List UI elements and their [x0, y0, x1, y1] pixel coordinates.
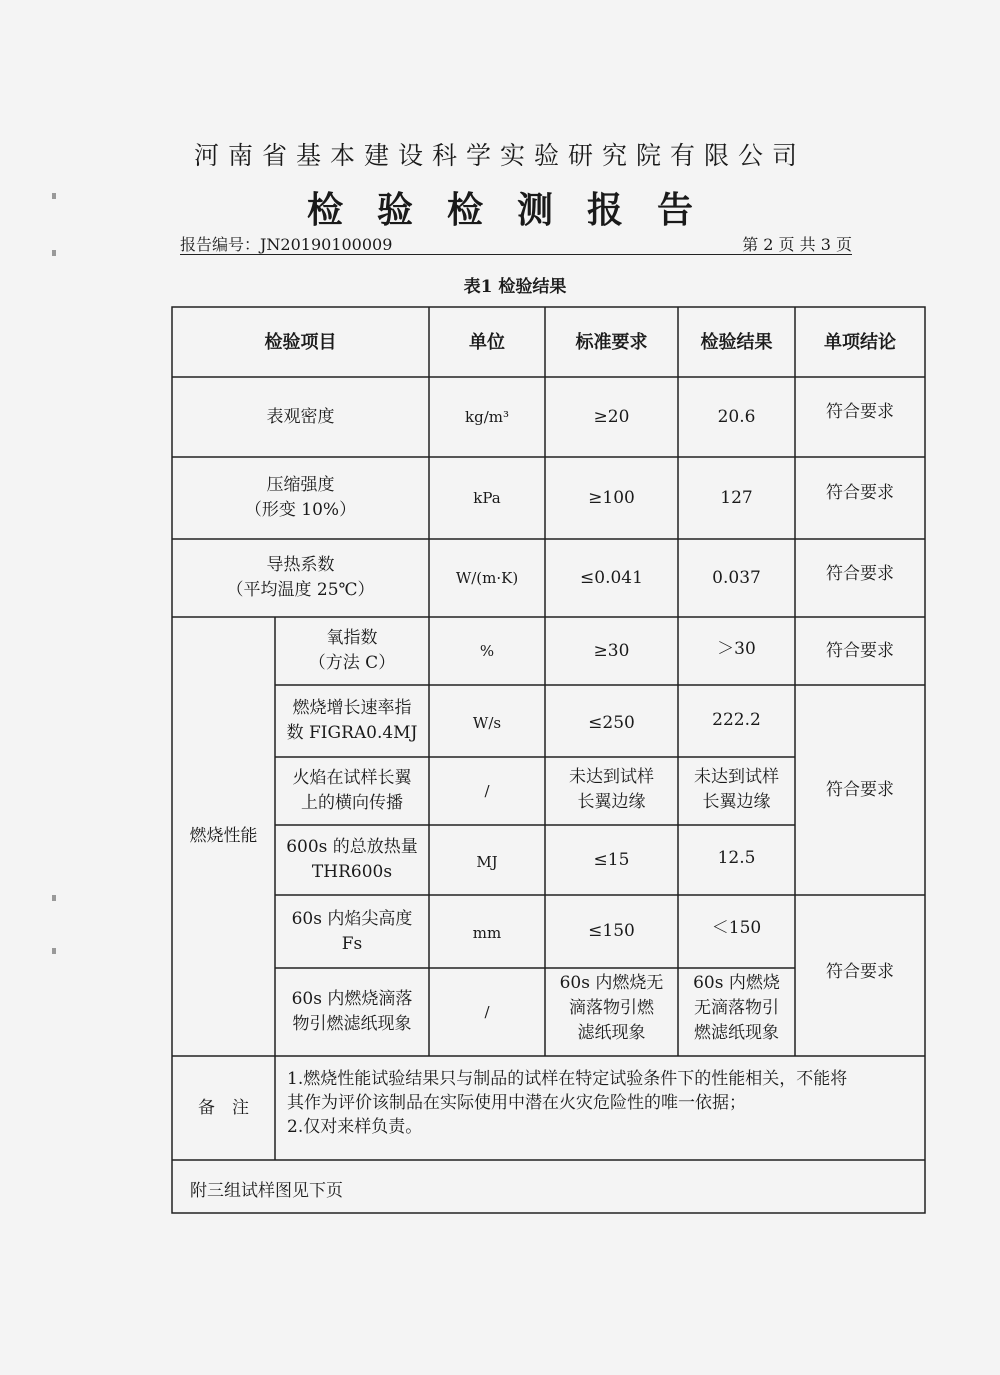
item-line: 数 FIGRA0.4MJ [286, 723, 418, 743]
requirement-line: 未达到试样 [569, 767, 654, 787]
requirement-line: 滤纸现象 [577, 1022, 646, 1043]
item-line: （方法 C） [308, 653, 396, 673]
unit-cell: kg/m³ [465, 407, 509, 426]
remarks-line: 1.燃烧性能试验结果只与制品的试样在特定试验条件下的性能相关，不能将 [287, 1069, 848, 1089]
requirement-cell: ≤150 [588, 921, 635, 941]
item-line: 压缩强度 [266, 475, 335, 495]
scan-speck [52, 895, 56, 901]
attachment-note: 附三组试样图见下页 [190, 1181, 343, 1201]
item-oxygen-index [275, 617, 429, 685]
conclusion-cell: 符合要求 [826, 482, 894, 503]
unit-cell: W/(m·K) [455, 568, 519, 587]
unit-cell: kPa [473, 488, 501, 507]
column-header-unit: 单位 [469, 331, 505, 353]
unit-cell: % [479, 641, 495, 660]
unit-cell: MJ [476, 852, 498, 871]
result-cell: 222.2 [712, 709, 761, 730]
requirement-line: 长翼边缘 [577, 792, 646, 812]
result-cell: 12.5 [717, 847, 756, 868]
unit-cell: W/s [472, 713, 502, 732]
item-line: 上的横向传播 [301, 793, 403, 813]
item-line: （平均温度 25℃） [226, 580, 375, 600]
scan-speck [52, 193, 56, 199]
result-cell: 127 [720, 487, 753, 508]
remarks-line: 2.仅对来样负责。 [287, 1117, 423, 1137]
item-line: 导热系数 [266, 555, 335, 575]
item-line: （形变 10%） [244, 500, 357, 520]
result-cell: ＞30 [717, 638, 756, 659]
requirement-cell: ≥30 [593, 640, 630, 661]
requirement-cell [545, 968, 678, 1048]
result-cell [678, 757, 795, 823]
remarks-text [287, 1067, 927, 1139]
result-cell [678, 968, 795, 1048]
item-compressive-strength [172, 457, 429, 539]
requirement-cell: ≤250 [588, 712, 635, 733]
conclusion-cell: 符合要求 [826, 779, 894, 800]
result-cell: 20.6 [717, 406, 756, 427]
item-line: 物引燃滤纸现象 [292, 1014, 412, 1034]
item-line: 600s 的总放热量 [286, 837, 418, 857]
report-title: 检验检测报告 [306, 189, 727, 231]
requirement-line: 滴落物引燃 [569, 997, 654, 1018]
column-header-result: 检验结果 [700, 331, 773, 353]
conclusion-cell: 符合要求 [826, 563, 894, 584]
item-line: 60s 内焰尖高度 [291, 908, 413, 929]
remarks-label: 备 注 [198, 1097, 249, 1118]
item-line: 燃烧增长速率指 [292, 698, 412, 718]
column-header-item: 检验项目 [264, 331, 337, 353]
remarks-line: 其作为评价该制品在实际使用中潜在火灾危险性的唯一依据； [287, 1093, 746, 1113]
item-flame-tip-height [275, 895, 429, 968]
item-line: 60s 内燃烧滴落 [291, 989, 413, 1009]
scan-speck [52, 948, 56, 954]
unit-cell: mm [472, 924, 502, 942]
combustion-group-label: 燃烧性能 [189, 826, 258, 846]
requirement-line: 60s 内燃烧无 [559, 972, 664, 993]
item-figra [275, 685, 429, 757]
organization-name: 河南省基本建设科学实验研究院有限公司 [193, 141, 806, 170]
requirement-cell: ≤15 [593, 849, 630, 870]
item-apparent-density: 表观密度 [266, 406, 335, 427]
result-line: 燃滤纸现象 [694, 1022, 779, 1043]
item-lateral-flame-spread [275, 757, 429, 825]
table-caption: 表1 检验结果 [463, 277, 567, 297]
requirement-cell: ≥20 [593, 406, 630, 427]
result-cell: ＜150 [711, 918, 762, 938]
conclusion-cell: 符合要求 [826, 640, 894, 661]
requirement-cell: ≤0.041 [580, 567, 643, 588]
page-info: 第 2 页 共 3 页 [742, 235, 852, 254]
result-line: 未达到试样 [694, 767, 779, 787]
result-line: 60s 内燃烧 [693, 972, 780, 993]
scan-speck [52, 250, 56, 256]
item-line: THR600s [311, 862, 393, 882]
item-flaming-droplets [275, 968, 429, 1056]
unit-cell: / [484, 1002, 490, 1021]
result-cell: 0.037 [712, 567, 761, 588]
report-number: 报告编号：JN20190100009 [180, 235, 393, 254]
requirement-cell: ≥100 [588, 487, 635, 508]
column-header-requirement: 标准要求 [575, 331, 648, 353]
item-line: Fs [341, 933, 363, 954]
item-thermal-conductivity [172, 539, 429, 617]
item-line: 氧指数 [326, 628, 378, 648]
conclusion-cell: 符合要求 [826, 401, 894, 422]
result-line: 长翼边缘 [702, 792, 771, 812]
requirement-cell [545, 757, 678, 823]
conclusion-cell: 符合要求 [826, 962, 894, 982]
column-header-conclusion: 单项结论 [824, 331, 896, 353]
item-thr600s [275, 825, 429, 895]
result-line: 无滴落物引 [694, 997, 779, 1018]
item-line: 火焰在试样长翼 [292, 768, 412, 788]
unit-cell: / [484, 781, 490, 800]
